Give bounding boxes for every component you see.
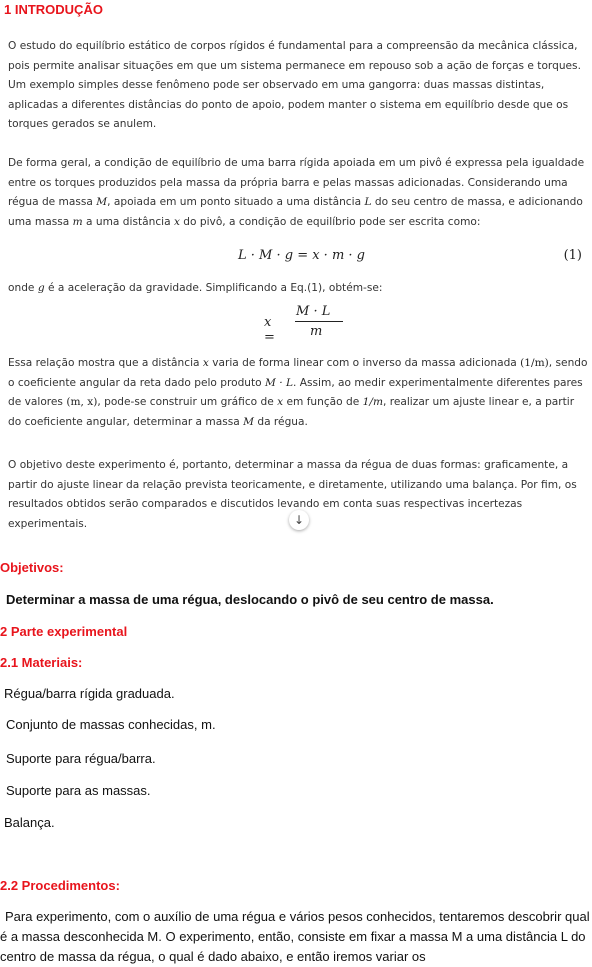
intro-paragraph-4: Essa relação mostra que a distância x varia de forma linear com o inverso da massa adicionada (1/m), sendo o coeficiente angular da reta dado pelo produto M · L. Assim, ao medir experimentalmente diferentes pares de valores (m, x), pode-se construir um gráfico de x em função de 1/m, realizar um ajuste linear e, a partir do coeficiente angular, determinar a massa M da régua. — [8, 357, 588, 428]
math-m: m — [72, 215, 83, 228]
equation-2-lhs: x = — [264, 315, 275, 345]
math-x: x — [173, 215, 180, 228]
materials-item: Suporte para as massas. — [6, 783, 151, 798]
objectives-text: Determinar a massa de uma régua, deslocando o pivô de seu centro de massa. — [6, 592, 494, 607]
math-M: M — [96, 196, 108, 208]
section-heading-parte-experimental: 2 Parte experimental — [0, 624, 128, 639]
materials-item: Conjunto de massas conhecidas, m. — [6, 717, 216, 732]
fraction-bar — [295, 321, 343, 322]
equation-2-denominator: m — [310, 324, 323, 339]
intro-paragraph-1 — [8, 37, 588, 135]
materials-item: Suporte para régua/barra. — [6, 751, 156, 766]
procedures-heading: 2.2 Procedimentos: — [0, 878, 120, 893]
objectives-heading: Objetivos: — [0, 560, 64, 575]
materials-heading: 2.1 Materiais: — [0, 655, 83, 670]
arrow-down-icon: ↓ — [293, 513, 305, 527]
equation-1-expression: L · M · g = x · m · g — [238, 248, 365, 263]
section-heading-introducao: 1 INTRODUÇÃO — [4, 2, 103, 17]
equation-1-number: (1) — [563, 248, 582, 263]
intro-paragraph-3: onde g é a aceleração da gravidade. Simplificando a Eq.(1), obtém-se: — [8, 282, 383, 294]
equation-2-numerator: M · L — [296, 304, 331, 319]
materials-item: Balança. — [4, 815, 55, 830]
intro-paragraph-1-text: O estudo do equilíbrio estático de corpos rígidos é fundamental para a compreensão da mecânica clássica, pois permite analisar situações em que um sistema permanece em repouso sob a ação de forças e torques. Um exemplo simples desse fenômeno pode ser observado em uma gangorra: duas massas distintas, aplicadas a diferentes distâncias do ponto de apoio, podem manter o sistema em equilíbrio desde que os torques gerados se anulem. — [8, 40, 581, 130]
intro-paragraph-5-text: O objetivo deste experimento é, portanto, determinar a massa da régua de duas formas: graficamente, a partir do ajuste linear da relação prevista teoricamente, e diretamente, utilizando uma balança. Por fim, os resultados obtidos serão comparados e discutidos levando em conta suas respectivas incertezas experimentais. — [8, 459, 577, 530]
math-g: g — [37, 282, 45, 294]
materials-item: Régua/barra rígida graduada. — [4, 686, 175, 701]
math-L: L — [364, 196, 372, 208]
procedures-text: Para experimento, com o auxílio de uma régua e vários pesos conhecidos, tentaremos descobrir qual é a massa desconhecida M. O experimento, então, consiste em fixar a massa M a uma distância L do centro de massa da régua, o qual é dado abaixo, e então iremos variar os — [0, 909, 590, 964]
intro-paragraph-2: De forma geral, a condição de equilíbrio de uma barra rígida apoiada em um pivô é expressa pela igualdade entre os torques produzidos pela massa da própria barra e pelas massas adicionadas. Considerando uma régua de massa M, apoiada em um ponto situado a uma distância L do seu centro de massa, e adicionando uma massa m a uma distância x do pivô, a condição de equilíbrio pode ser escrita como: — [8, 157, 585, 228]
scroll-down-button[interactable] — [289, 510, 309, 530]
